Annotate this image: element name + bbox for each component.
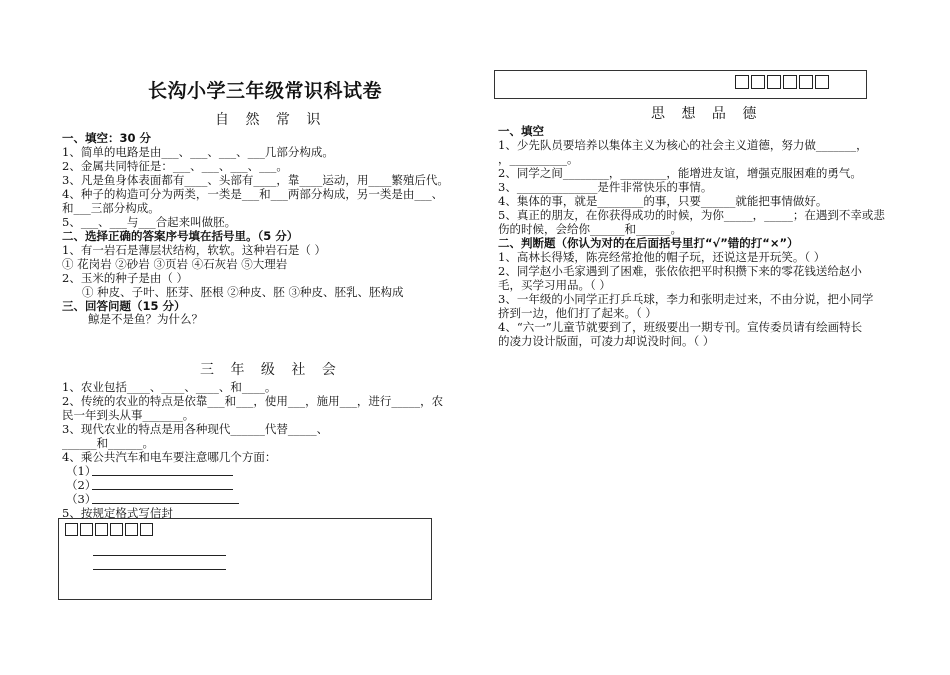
morality-line: 3、______________是件非常快乐的事情。 [498,180,713,194]
nature-line: 3、凡是鱼身体表面都有____、头部有____，靠____运动，用____繁殖后代。 [62,173,449,187]
nature-heading: 自 然 常 识 [215,112,327,128]
square-box [110,523,123,536]
address-line [93,555,226,556]
nature-line: 5、___、___与___合起来叫做胚。 [62,215,237,229]
morality-line: 1、高林长得矮，陈亮经常抢他的帽子玩，还说这是开玩笑。（ ） [498,250,826,264]
square-box [735,75,749,89]
society-line: 2、传统的农业的特点是依靠___和___，使用___，施用___，进行_____，农 [62,394,444,408]
society-line: 1、农业包括____、____、____、和____。 [62,380,277,394]
square-box [815,75,829,89]
answer-line [92,489,233,490]
nature-line: 和___三部分构成。 [62,201,160,215]
nature-line: 2、玉米的种子是由（ ） [62,271,188,285]
morality-line: 4、集体的事，就是________的事，只要______就能把事情做好。 [498,194,828,208]
morality-heading: 思 想 品 德 [651,106,763,122]
society-line: （3） [66,492,97,506]
society-line: 3、现代农业的特点是用各种现代______代替_____、 [62,422,329,436]
nature-line: ① 花岗岩 ②砂岩 ③页岩 ④石灰岩 ⑤大理岩 [62,257,288,271]
morality-line: 伤的时候，会给你______和______。 [498,222,682,236]
nature-line: 1、有一岩石是薄层状结构，软软。这种岩石是（ ） [62,243,326,257]
nature-line: 三、回答问题（15 分） [62,299,186,313]
morality-line: 1、少先队员要培养以集体主义为核心的社会主义道德，努力做_______， [498,138,868,152]
morality-line: 一、填空 [498,124,544,138]
exam-title: 长沟小学三年级常识科试卷 [148,80,383,102]
postcode-squares [65,523,153,536]
nature-line: ① 种皮、子叶、胚芽、胚根 ②种皮、胚 ③种皮、胚乳、胚构成 [82,285,404,299]
nature-line: 鲸是不是鱼？为什么？ [88,312,203,326]
morality-line: 3、一年级的小同学正打乒乓球，李力和张明走过来，不由分说，把小同学 [498,292,874,306]
nature-line: 二、选择正确的答案序号填在括号里。（5 分） [62,229,299,243]
morality-line: 的凌力设计版面，可凌力却说没时间。（ ） [498,334,715,348]
answer-line [92,475,233,476]
society-line: 5、按规定格式写信封 [62,506,173,520]
name-squares [735,75,829,89]
society-line: 民一年到头从事_______。 [62,408,195,422]
nature-line: 1、简单的电路是由___、___、___、___几部分构成。 [62,145,334,159]
address-line [93,569,226,570]
morality-line: 二、判断题（你认为对的在后面括号里打“√”错的打“×”） [498,236,799,250]
society-line: （1） [66,464,97,478]
morality-line: 毛，买学习用品。（ ） [498,278,611,292]
society-line: ______和______。 [62,436,154,450]
morality-line: 5、真正的朋友，在你获得成功的时候，为你_____，_____；在遇到不幸或悲 [498,208,885,222]
square-box [751,75,765,89]
society-line: 4、乘公共汽车和电车要注意哪几个方面： [62,450,277,464]
morality-line: 挤到一边，他们打了起来。（ ） [498,306,657,320]
square-box [125,523,138,536]
square-box [80,523,93,536]
morality-line: 2、同学之间________，________，能增进友谊，增强克服困难的勇气。 [498,166,862,180]
square-box [767,75,781,89]
society-heading: 三 年 级 社 会 [200,362,342,378]
nature-line: 4、种子的构造可分为两类，一类是___和___两部分构成，另一类是由___、 [62,187,444,201]
morality-line: ，__________。 [498,152,579,166]
morality-line: 4、“六一”儿童节就要到了，班级要出一期专刊。宣传委员请有绘画特长 [498,320,863,334]
answer-line [92,503,239,504]
square-box [65,523,78,536]
morality-line: 2、同学赵小毛家遇到了困难，张依依把平时积攒下来的零花钱送给赵小 [498,264,862,278]
nature-line: 2、金属共同特征是：___、___、___、___。 [62,159,288,173]
nature-line: 一、填空：30 分 [62,131,152,145]
square-box [140,523,153,536]
square-box [95,523,108,536]
square-box [799,75,813,89]
square-box [783,75,797,89]
society-line: （2） [66,478,97,492]
